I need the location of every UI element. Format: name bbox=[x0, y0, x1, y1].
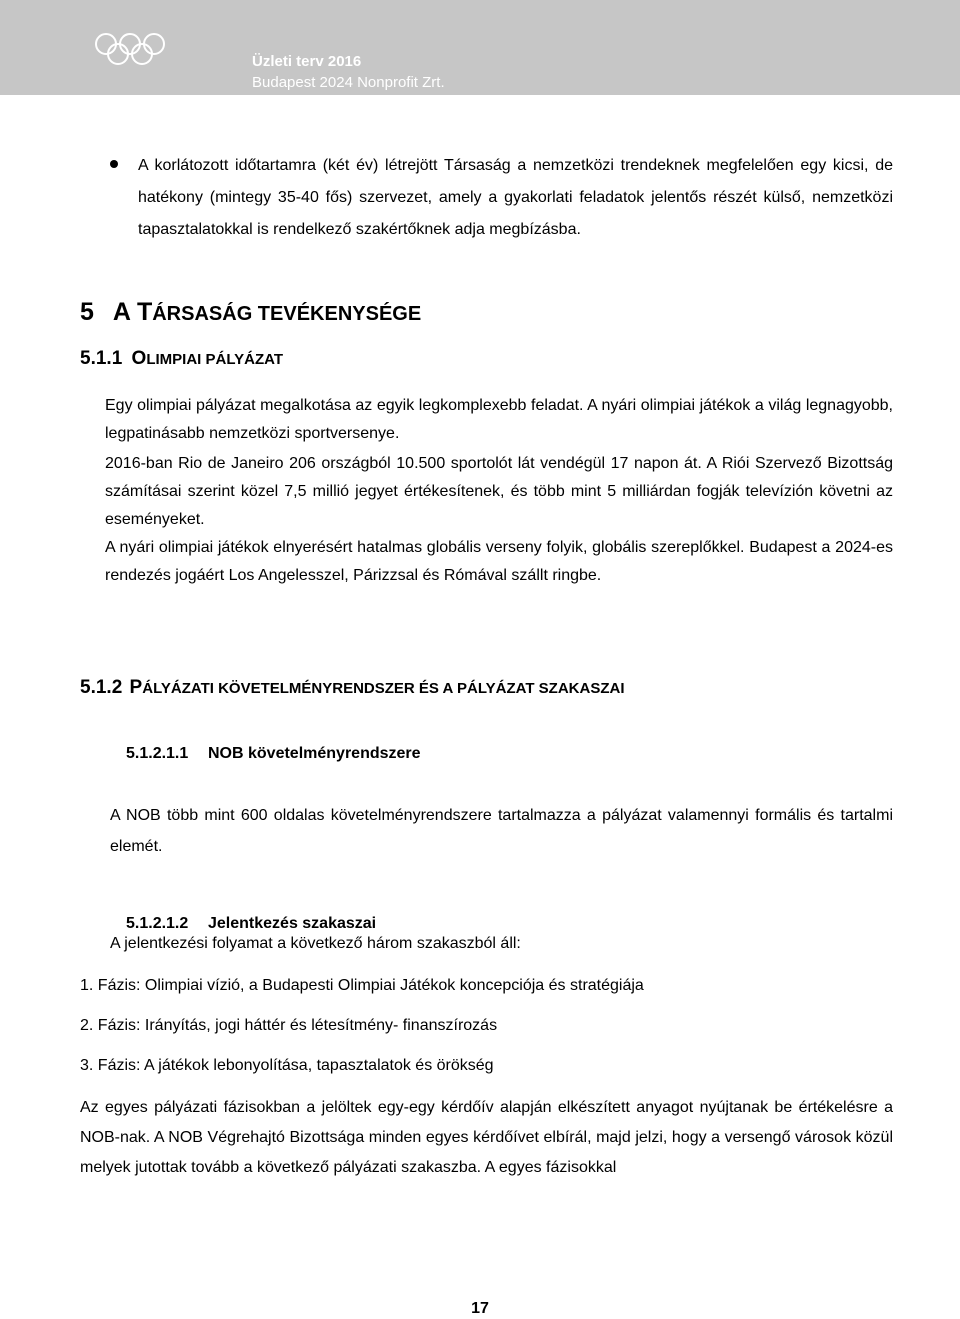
document-title: Üzleti terv 2016 bbox=[252, 53, 362, 70]
page-header bbox=[0, 0, 960, 95]
organization-name: Budapest 2024 Nonprofit Zrt. bbox=[252, 74, 445, 91]
section-title: NOB követelményrendszere bbox=[208, 745, 421, 762]
section-title-initial: O bbox=[131, 348, 147, 369]
section-number: 5.1.2.1.2 bbox=[126, 915, 189, 932]
olympic-rings-logo bbox=[94, 32, 166, 66]
paragraph: Az egyes pályázati fázisokban a jelöltek egy-egy kérdőív alapján elkészített anyagot nyújtanak be értékelésre a NOB-nak. A NOB Végrehajtó Bizottsága minden egyes kérdőívet elbírál, majd jelzi, hogy a versengő városok közül melyek jutottak tovább a következő pályázati szakaszba. A egyes fázisokkal bbox=[80, 1099, 893, 1176]
paragraph: A jelentkezési folyamat a következő három szakaszból áll: bbox=[110, 935, 521, 952]
section-title-rest: ÁRSASÁG TEVÉKENYSÉGE bbox=[152, 303, 422, 325]
bullet-icon bbox=[110, 160, 118, 168]
section-51211-heading bbox=[126, 745, 421, 763]
section-title-initial: P bbox=[129, 677, 143, 698]
section-number: 5 bbox=[80, 298, 94, 326]
section-title-initial: A T bbox=[112, 298, 153, 326]
section-title-rest: ÁLYÁZATI KÖVETELMÉNYRENDSZER ÉS A PÁLYÁZAT SZAKASZAI bbox=[142, 680, 625, 697]
section-title-rest: LIMPIAI PÁLYÁZAT bbox=[146, 351, 283, 368]
section-number: 5.1.2.1.1 bbox=[126, 745, 189, 762]
paragraph: 2016-ban Rio de Janeiro 206 országból 10.500 sportolót lát vendégül 17 napon át. A Riói Szervező Bizottság számításai szerint közel 7,5 millió jegyet értékesítenek, és több mint 5 milliárdan fogják televízión követni az eseményeket. bbox=[105, 455, 893, 528]
section-5-heading bbox=[80, 298, 421, 327]
paragraph: A NOB több mint 600 oldalas követelményrendszere tartalmazza a pályázat valamennyi formális és tartalmi elemét. bbox=[110, 807, 893, 855]
paragraph: A nyári olimpiai játékok elnyerésért hatalmas globális verseny folyik, globális szereplőkkel. Budapest a 2024-es rendezés jogáért Los Angelesszel, Párizzsal és Rómával szállt ringbe. bbox=[105, 539, 893, 584]
section-number: 5.1.1 bbox=[80, 348, 123, 369]
paragraph: Egy olimpiai pályázat megalkotása az egyik legkomplexebb feladat. A nyári olimpiai játékok a világ legnagyobb, legpatinásabb nemzetközi sportversenye. bbox=[105, 397, 893, 442]
phase-item: 2. Fázis: Irányítás, jogi háttér és létesítmény- finanszírozás bbox=[80, 1017, 498, 1034]
phase-item: 1. Fázis: Olimpiai vízió, a Budapesti Olimpiai Játékok koncepciója és stratégiája bbox=[80, 977, 644, 994]
section-number: 5.1.2 bbox=[80, 677, 123, 698]
section-511-heading bbox=[80, 348, 283, 370]
section-512-heading bbox=[80, 677, 625, 699]
bullet-paragraph: A korlátozott időtartamra (két év) létrejött Társaság a nemzetközi trendeknek megfelelően egy kicsi, de hatékony (mintegy 35-40 fős) szervezet, amely a gyakorlati feladatok jelentős részét külső, nemzetközi tapasztalatokkal is rendelkező szakértőknek adja megbízásba. bbox=[138, 157, 893, 238]
section-title: Jelentkezés szakaszai bbox=[208, 915, 377, 932]
page-number: 17 bbox=[471, 1300, 489, 1317]
phase-item: 3. Fázis: A játékok lebonyolítása, tapasztalatok és örökség bbox=[80, 1057, 494, 1074]
